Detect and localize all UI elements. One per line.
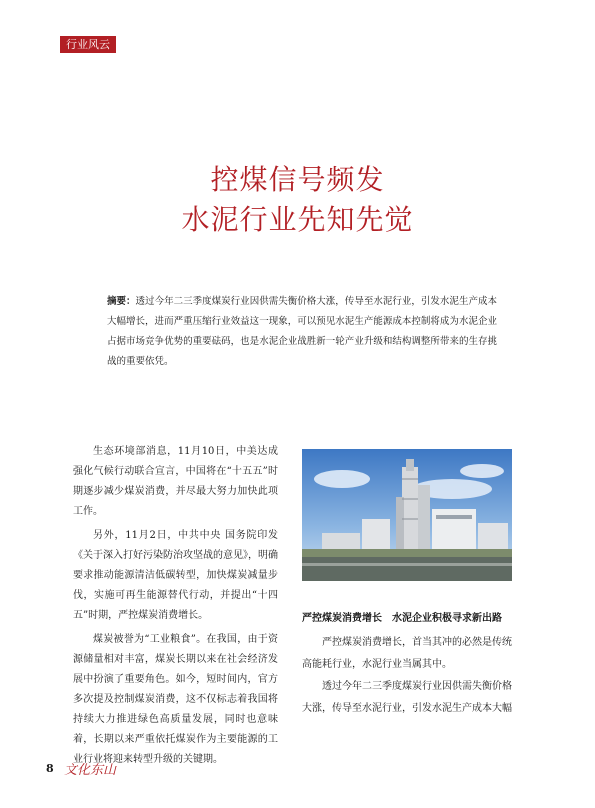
- title-line-2: 水泥行业先知先觉: [181, 203, 414, 236]
- abstract-label: 摘要：: [107, 296, 136, 307]
- page-number: 8: [46, 762, 54, 775]
- title-line-1: 控煤信号频发: [210, 163, 385, 196]
- abstract-text: 透过今年二三季度煤炭行业因供需失衡价格大涨，传导至水泥行业，引发水泥生产成本大幅增长，进而严重压缩行业效益这一现象，可以预见水泥生产能源成本控制将成为水泥企业占据市场竞争优势的重要砝码，也是水泥企业战胜新一轮产业升级和结构调整所带来的生存挑战的重要依凭。: [107, 296, 497, 367]
- body-paragraph: 透过今年二三季度煤炭行业因供需失衡价格大涨，传导至水泥行业，引发水泥生产成本大幅: [302, 681, 512, 714]
- magazine-logo: 文化东山: [64, 763, 117, 778]
- article-title: [0, 160, 595, 240]
- section-tag: 行业风云: [60, 36, 116, 53]
- article-abstract: [107, 292, 497, 372]
- cement-plant-photo: [302, 449, 512, 581]
- body-paragraph: 煤炭被誉为“工业粮食”。在我国，由于资源储量相对丰富，煤炭长期以来在社会经济发展中扮演了重要角色。如今，短时间内，官方多次提及控制煤炭消费，这不仅标志着我国将持续大力推进绿色高质量发展，同时也意味着，长期以来严重依托煤炭作为主要能源的工业行业将迎来转型升级的关键期。: [73, 634, 278, 765]
- body-paragraph: 严控煤炭消费增长，首当其冲的必然是传统高能耗行业，水泥行业当属其中。: [302, 637, 512, 670]
- body-left-column: [73, 442, 278, 774]
- section-subheading: 严控煤炭消费增长 水泥企业积极寻求新出路: [302, 613, 502, 624]
- body-right-column: [302, 608, 512, 720]
- body-paragraph: 生态环境部消息，11月10日，中美达成强化气候行动联合宣言，中国将在“十五五”时期逐步减少煤炭消费，并尽最大努力加快此项工作。: [73, 446, 278, 517]
- body-paragraph: 另外，11月2日，中共中央 国务院印发《关于深入打好污染防治攻坚战的意见》，明确要求推动能源清洁低碳转型，加快煤炭减量步伐，实施可再生能源替代行动，并提出“十四五”时期，严控煤炭消费增长。: [73, 530, 278, 621]
